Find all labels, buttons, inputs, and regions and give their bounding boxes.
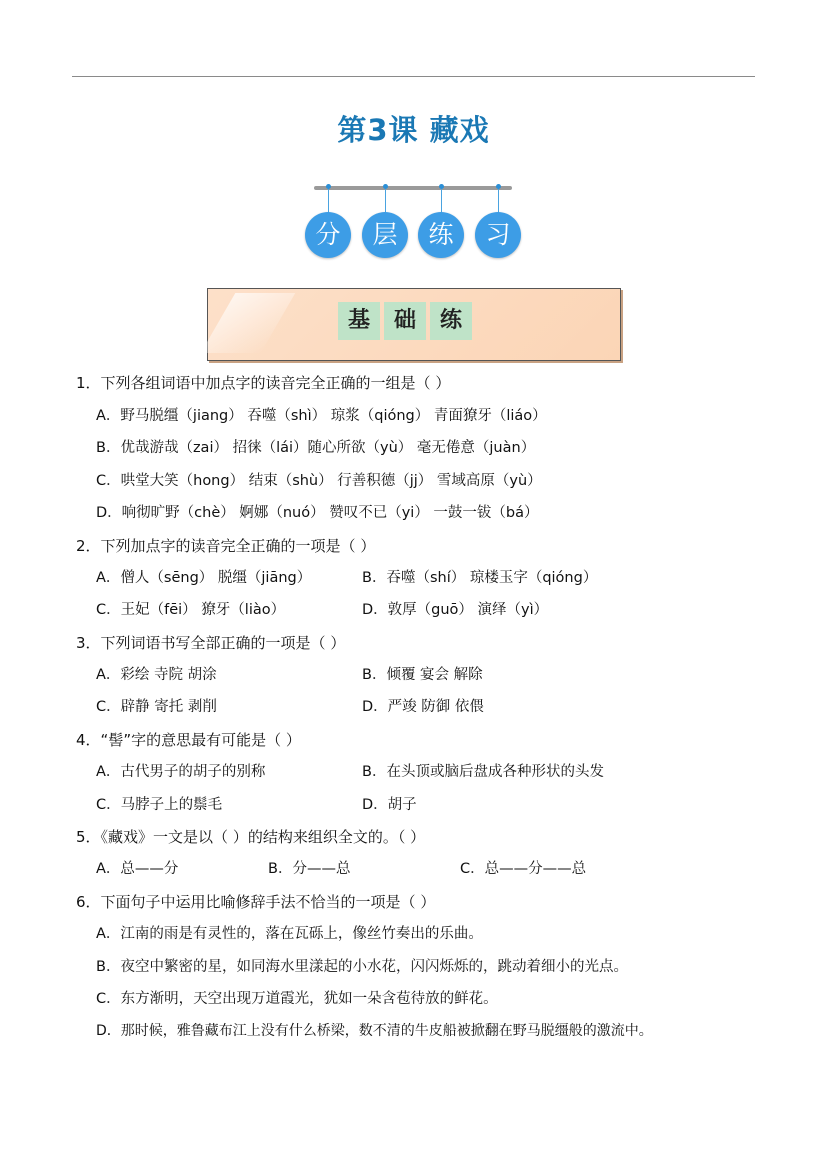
question-option: D．响彻旷野（chè） 婀娜（nuó） 赞叹不已（yi） 一鼓一钹（bá） <box>96 505 539 521</box>
question-option: A．僧人（sēng） 脱缰（jiāng） <box>96 570 312 586</box>
banner-pin <box>441 186 442 213</box>
question-option: B．吞噬（shí） 琼楼玉字（qióng） <box>362 570 598 586</box>
question-option: A．野马脱缰（jiang） 吞噬（shì） 琼浆（qióng） 青面獠牙（liáo） <box>96 408 547 424</box>
section-heading <box>338 302 472 340</box>
question-option: B．夜空中繁密的星，如同海水里漾起的小水花，闪闪烁烁的，跳动着细小的光点。 <box>96 959 628 975</box>
banner-pin <box>385 186 386 213</box>
header-rule <box>72 76 755 77</box>
question-option: D．严竣 防御 依偎 <box>362 699 484 715</box>
banner-pin <box>498 186 499 213</box>
page-title: 第3课 藏戏 <box>337 113 490 147</box>
question-option: B．在头顶或脑后盘成各种形状的头发 <box>362 764 604 780</box>
question-option: B．分——总 <box>268 861 351 877</box>
question-option: C．东方渐明，天空出现万道霞光，犹如一朵含苞待放的鲜花。 <box>96 991 498 1007</box>
question-option: D．敦厚（guō） 演绎（yì） <box>362 602 549 618</box>
question-option: B．倾覆 宴会 解除 <box>362 667 483 683</box>
question-option: C．哄堂大笑（hong） 结束（shù） 行善积德（jj） 雪域高原（yù） <box>96 473 542 489</box>
section-char: 练 <box>430 302 472 340</box>
banner-char: 习 <box>475 212 521 258</box>
question-option: C．马脖子上的鬃毛 <box>96 797 223 813</box>
question-option: B．优哉游哉（zai） 招徕（lái）随心所欲（yù） 毫无倦意（juàn） <box>96 440 536 456</box>
question-option: C．辟静 寄托 剥削 <box>96 699 217 715</box>
question-option: A．江南的雨是有灵性的，落在瓦砾上，像丝竹奏出的乐曲。 <box>96 926 483 942</box>
question-stem: 1．下列各组词语中加点字的读音完全正确的一组是（ ） <box>76 374 451 392</box>
box-gloss <box>201 293 296 353</box>
question-option: A．彩绘 寺院 胡涂 <box>96 667 217 683</box>
question-option: D．那时候，雅鲁藏布江上没有什么桥梁，数不清的牛皮船被掀翻在野马脱缰般的激流中。 <box>96 1023 653 1039</box>
banner-pin <box>328 186 329 213</box>
section-char: 基 <box>338 302 380 340</box>
question-stem: 3．下列词语书写全部正确的一项是（ ） <box>76 634 346 652</box>
banner-char: 层 <box>362 212 408 258</box>
question-stem: 5．《藏戏》一文是以（ ）的结构来组织全文的。（ ） <box>76 828 426 846</box>
section-char: 础 <box>384 302 426 340</box>
question-option: A．总——分 <box>96 861 179 877</box>
banner-char: 练 <box>418 212 464 258</box>
banner-bar <box>314 186 512 190</box>
question-stem: 6．下面句子中运用比喻修辞手法不恰当的一项是（ ） <box>76 893 436 911</box>
question-option: C．总——分——总 <box>460 861 587 877</box>
question-option: A．古代男子的胡子的别称 <box>96 764 266 780</box>
layered-practice-banner <box>300 183 526 263</box>
question-option: C．王妃（fēi） 獠牙（liào） <box>96 602 286 618</box>
section-heading-box <box>207 288 621 361</box>
banner-char: 分 <box>305 212 351 258</box>
question-option: D．胡子 <box>362 797 417 813</box>
question-stem: 4．“髻”字的意思最有可能是（ ） <box>76 731 301 749</box>
question-stem: 2．下列加点字的读音完全正确的一项是（ ） <box>76 537 376 555</box>
